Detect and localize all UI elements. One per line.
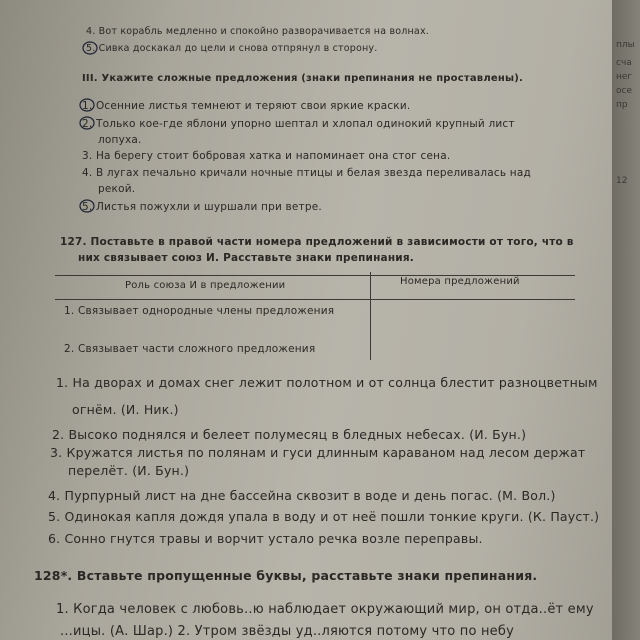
table-col2-header: Номера предложений (400, 276, 520, 287)
next-fragment-4: осе (616, 86, 632, 96)
section3-line-2b: лопуха. (98, 134, 142, 146)
pen-circle-2 (80, 117, 94, 129)
section3-line-3: 3. На берегу стоит бобровая хатка и напоминает она стог сена. (82, 150, 451, 162)
ex127-sentence-4: 4. Пурпурный лист на дне бассейна сквозит в воде и день погас. (М. Вол.) (48, 488, 556, 503)
section3-line-2: 2. Только кое-где яблони упорно шептал и хлопал одинокий крупный лист (82, 118, 515, 130)
ex127-sentence-1b: огнём. (И. Ник.) (72, 402, 179, 417)
ex127-sentence-2: 2. Высоко поднялся и белеет полумесяц в бледных небесах. (И. Бун.) (52, 427, 527, 442)
top-item-5-text: 5. Сивка доскакал до цели и снова отпрянул в сторону. (86, 43, 378, 54)
section3-line-4b: рекой. (98, 183, 136, 195)
table-vertical-line (370, 272, 371, 360)
next-fragment-1: плы (616, 40, 635, 50)
ex127-sentence-5: 5. Одинокая капля дождя упала в воду и от неё пошли тонкие круги. (К. Пауст.) (48, 509, 600, 524)
table-header-line (55, 299, 575, 300)
table-row-2: 2. Связывает части сложного предложения (64, 343, 316, 355)
ex128-heading: 128*. Вставьте пропущенные буквы, расставьте знаки препинания. (34, 568, 538, 583)
ex127-sentence-1: 1. На дворах и домах снег лежит полотном и от солнца блестит разноцветным (56, 375, 598, 390)
section3-line-4: 4. В лугах печально кричали ночные птицы и белая звезда переливалась над (82, 167, 531, 179)
section3-line-5: 5. Листья пожухли и шуршали при ветре. (82, 201, 322, 213)
ex127-sentence-3b: перелёт. (И. Бун.) (68, 463, 190, 478)
ex127-sentence-3: 3. Кружатся листья по полянам и гуси длинным караваном над лесом держат (50, 445, 586, 460)
top-item-4: 4. Вот корабль медленно и спокойно разворачивается на волнах. (86, 26, 429, 37)
ex128-line-1: 1. Когда человек с любовь..ю наблюдает окружающий мир, он отда..ёт ему (56, 602, 594, 617)
ex128-line-2: ...ицы. (А. Шар.) 2. Утром звёзды уд..ляются потому что по небу (60, 624, 514, 639)
next-fragment-3: нег (616, 72, 633, 82)
ex127-sentence-6: 6. Сонно гнутся травы и ворчит устало речка возле переправы. (48, 531, 483, 546)
section3-line-1: 1. Осенние листья темнеют и теряют свои яркие краски. (82, 100, 411, 112)
table-row-1: 1. Связывает однородные члены предложения (64, 305, 335, 317)
pen-circle-1 (80, 99, 94, 111)
section3-heading: III. Укажите сложные предложения (знаки препинания не проставлены). (82, 73, 523, 84)
next-fragment-6: 12 (616, 176, 628, 186)
pen-circle-top5 (83, 42, 97, 54)
table-col1-header: Роль союза И в предложении (125, 280, 286, 291)
next-fragment-2: сча (616, 58, 632, 68)
ex127-heading-2: них связывает союз И. Расставьте знаки препинания. (78, 252, 414, 264)
adjacent-page-edge (612, 0, 640, 640)
pen-circle-5 (80, 200, 94, 212)
next-fragment-5: пр (616, 100, 628, 110)
ex127-heading-1: 127. Поставьте в правой части номера предложений в зависимости от того, что в (60, 236, 574, 248)
